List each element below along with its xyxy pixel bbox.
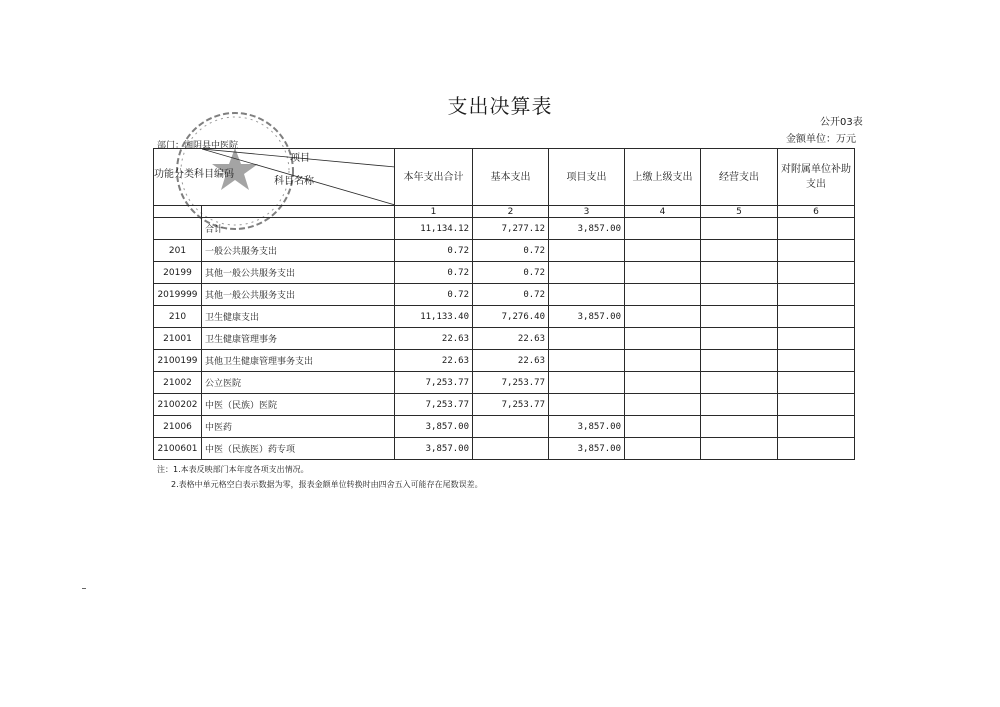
table-row [154,372,855,394]
function-code-cell: 2019999 [154,284,202,306]
amount-cell [701,350,778,372]
amount-cell [625,240,701,262]
footnote-2: 2.表格中单元格空白表示数据为零，报表金额单位转换时由四舍五入可能存在尾数误差。 [171,480,483,489]
amount-cell: 3,857.00 [395,416,473,438]
col-index: 3 [549,206,625,218]
table-row [154,416,855,438]
amount-cell [778,240,855,262]
subject-name-cell: 其他一般公共服务支出 [202,262,395,284]
amount-cell: 7,253.77 [395,394,473,416]
amount-cell [625,218,701,240]
amount-cell [701,306,778,328]
amount-cell [549,240,625,262]
amount-unit: 金额单位：万元 [786,134,856,145]
amount-cell: 22.63 [473,350,549,372]
amount-cell [549,262,625,284]
table-row [154,328,855,350]
function-code-cell: 2100202 [154,394,202,416]
subject-name-cell: 其他卫生健康管理事务支出 [202,350,395,372]
amount-cell: 11,134.12 [395,218,473,240]
amount-cell [625,262,701,284]
amount-cell: 0.72 [473,284,549,306]
index-blank-cell [202,206,395,218]
amount-cell [778,416,855,438]
amount-cell: 7,277.12 [473,218,549,240]
col-header-basic: 基本支出 [473,149,549,206]
col-header-project: 项目支出 [549,149,625,206]
function-code-cell: 2100601 [154,438,202,460]
function-code-cell: 20199 [154,262,202,284]
report-title: 支出决算表 [447,94,553,118]
table-row [154,438,855,460]
col-index: 1 [395,206,473,218]
amount-cell: 3,857.00 [549,218,625,240]
amount-cell [473,416,549,438]
amount-cell [778,372,855,394]
function-code-cell: 21006 [154,416,202,438]
amount-cell: 7,276.40 [473,306,549,328]
subject-name-cell: 卫生健康管理事务 [202,328,395,350]
col-header-total: 本年支出合计 [395,149,473,206]
amount-cell [701,218,778,240]
table-row [154,262,855,284]
function-code-cell [154,218,202,240]
amount-cell: 0.72 [395,240,473,262]
amount-cell [549,350,625,372]
amount-cell [778,284,855,306]
footnote-1: 注：1.本表反映部门本年度各项支出情况。 [157,465,309,474]
amount-cell: 22.63 [473,328,549,350]
department-label: 部门：湘阴县中医院 [157,141,239,151]
column-index-row [154,206,855,218]
table-row [154,306,855,328]
amount-cell [625,438,701,460]
function-code-cell: 2100199 [154,350,202,372]
col-header-operating: 经营支出 [701,149,778,206]
header-row [154,149,855,206]
table-row [154,240,855,262]
subject-name-cell: 中医（民族医）药专项 [202,438,395,460]
amount-cell: 3,857.00 [549,416,625,438]
expenditure-table [153,148,855,460]
margin-mark [82,588,86,589]
amount-cell [778,306,855,328]
amount-cell: 7,253.77 [395,372,473,394]
amount-cell [701,262,778,284]
amount-cell [701,394,778,416]
amount-cell [701,328,778,350]
amount-cell: 22.63 [395,350,473,372]
amount-cell: 3,857.00 [395,438,473,460]
amount-cell [549,328,625,350]
table-row [154,394,855,416]
amount-cell [778,218,855,240]
subject-name-cell: 合计 [202,218,395,240]
amount-cell: 0.72 [395,262,473,284]
amount-cell [549,394,625,416]
amount-cell [549,284,625,306]
col-index: 2 [473,206,549,218]
amount-cell [625,284,701,306]
amount-cell: 0.72 [473,240,549,262]
amount-cell [625,416,701,438]
amount-cell: 0.72 [473,262,549,284]
amount-cell [625,350,701,372]
amount-cell [701,438,778,460]
index-blank-cell [154,206,202,218]
col-header-remit: 上缴上级支出 [625,149,701,206]
subject-name-cell: 公立医院 [202,372,395,394]
subject-name-cell: 其他一般公共服务支出 [202,284,395,306]
col-index: 5 [701,206,778,218]
amount-cell [778,328,855,350]
amount-cell [625,306,701,328]
function-code-header: 功能分类科目编码 [154,169,234,180]
amount-cell: 11,133.40 [395,306,473,328]
amount-cell: 22.63 [395,328,473,350]
col-header-subsidy: 对附属单位补助支出 [778,149,855,206]
amount-cell [701,372,778,394]
amount-cell [778,394,855,416]
table-row [154,218,855,240]
function-code-cell: 21002 [154,372,202,394]
amount-cell: 7,253.77 [473,394,549,416]
amount-cell [778,438,855,460]
table-row [154,284,855,306]
amount-cell [625,328,701,350]
amount-cell [778,350,855,372]
amount-cell [473,438,549,460]
amount-cell [778,262,855,284]
subject-name-cell: 卫生健康支出 [202,306,395,328]
amount-cell [701,416,778,438]
table-row [154,350,855,372]
amount-cell [625,372,701,394]
amount-cell [701,284,778,306]
amount-cell [701,240,778,262]
function-code-cell: 21001 [154,328,202,350]
col-index: 6 [778,206,855,218]
amount-cell: 3,857.00 [549,438,625,460]
subject-name-cell: 中医（民族）医院 [202,394,395,416]
function-code-cell: 210 [154,306,202,328]
amount-cell [549,372,625,394]
function-code-cell: 201 [154,240,202,262]
subject-name-cell: 一般公共服务支出 [202,240,395,262]
col-index: 4 [625,206,701,218]
subject-name-cell: 中医药 [202,416,395,438]
amount-cell: 3,857.00 [549,306,625,328]
amount-cell: 7,253.77 [473,372,549,394]
amount-cell: 0.72 [395,284,473,306]
header-corner-cell [154,149,395,206]
subject-name-header: 科目名称 [274,176,314,187]
item-header: 项目 [290,153,310,164]
form-id: 公开03表 [820,117,863,128]
footnotes [157,462,483,492]
amount-cell [625,394,701,416]
